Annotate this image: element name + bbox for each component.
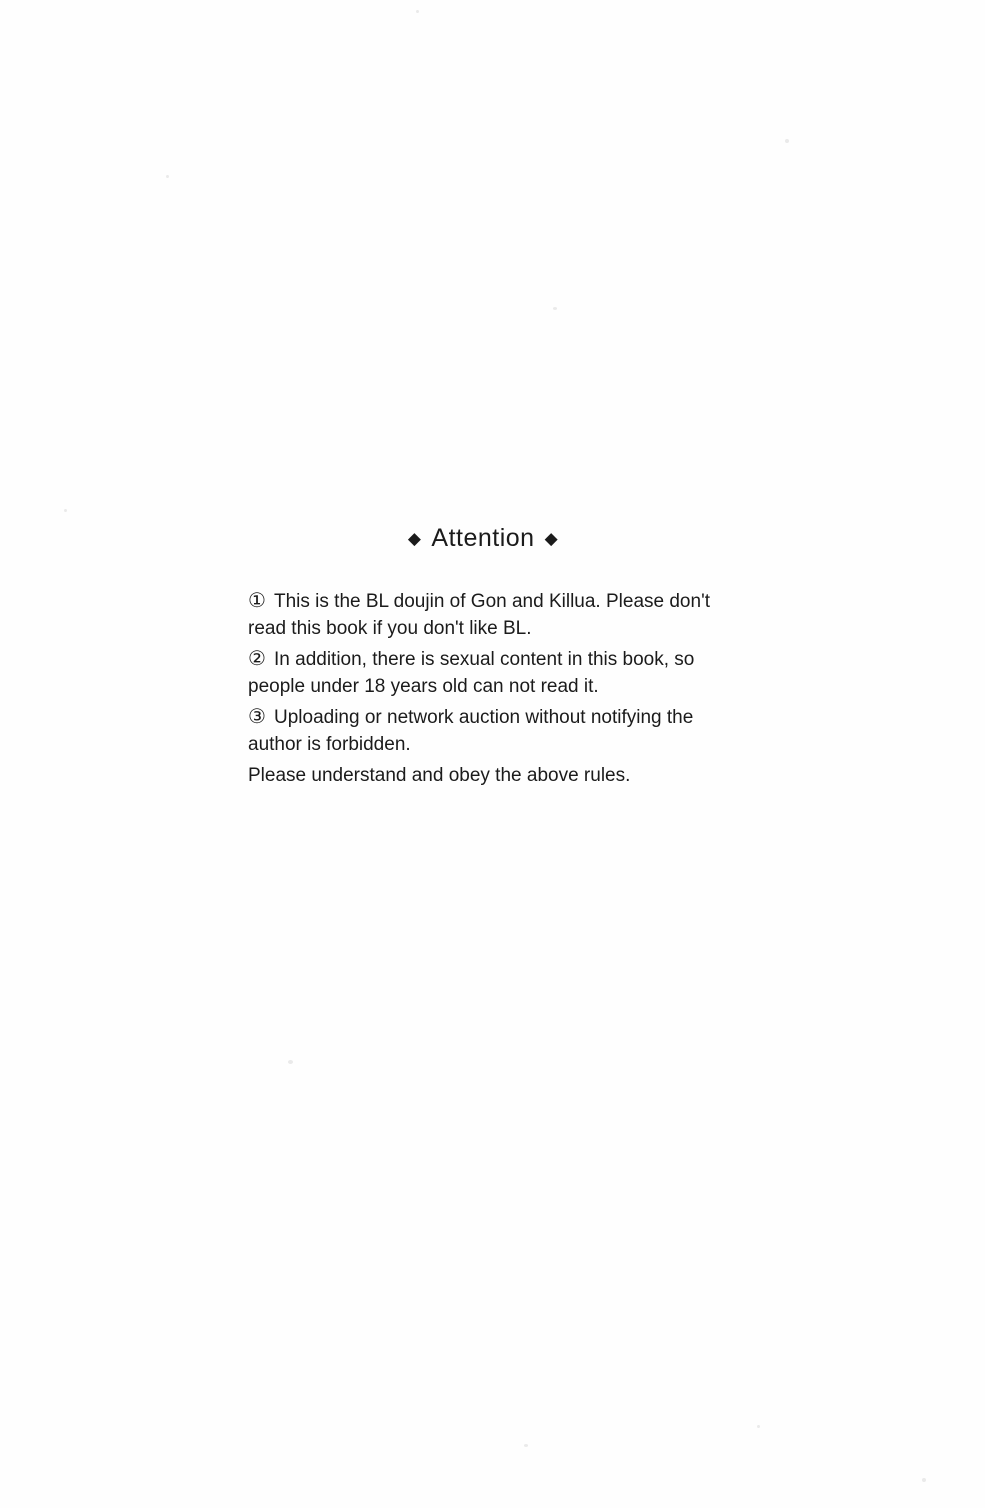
scan-speck	[785, 139, 789, 143]
rule-text-1: This is the BL doujin of Gon and Killua. Please don't read this book if you don't like BL.	[248, 591, 710, 639]
rule-number-1: ①	[248, 590, 266, 612]
scan-speck	[288, 1060, 293, 1064]
scan-speck	[64, 509, 67, 512]
notice-heading-label: Attention	[431, 524, 535, 552]
attention-notice	[248, 524, 718, 790]
rule-number-3: ③	[248, 705, 266, 728]
diamond-left-icon: ◆	[407, 529, 422, 548]
diamond-right-icon: ◆	[544, 529, 559, 548]
notice-rule	[248, 705, 718, 759]
scan-speck	[757, 1425, 760, 1428]
notice-rule	[248, 647, 718, 701]
notice-rule	[248, 589, 718, 643]
rule-text-3: Uploading or network auction without notifying the author is forbidden.	[248, 706, 694, 755]
notice-closing-line: Please understand and obey the above rules.	[248, 764, 631, 786]
notice-heading	[248, 524, 718, 553]
scan-speck	[166, 175, 169, 178]
scan-speck	[524, 1444, 528, 1447]
scan-speck	[553, 307, 557, 310]
scan-speck	[922, 1478, 926, 1482]
rule-number-2: ②	[248, 647, 266, 670]
scan-speck	[416, 10, 419, 13]
rule-text-2: In addition, there is sexual content in this book, so people under 18 years old can not read it.	[248, 648, 695, 697]
